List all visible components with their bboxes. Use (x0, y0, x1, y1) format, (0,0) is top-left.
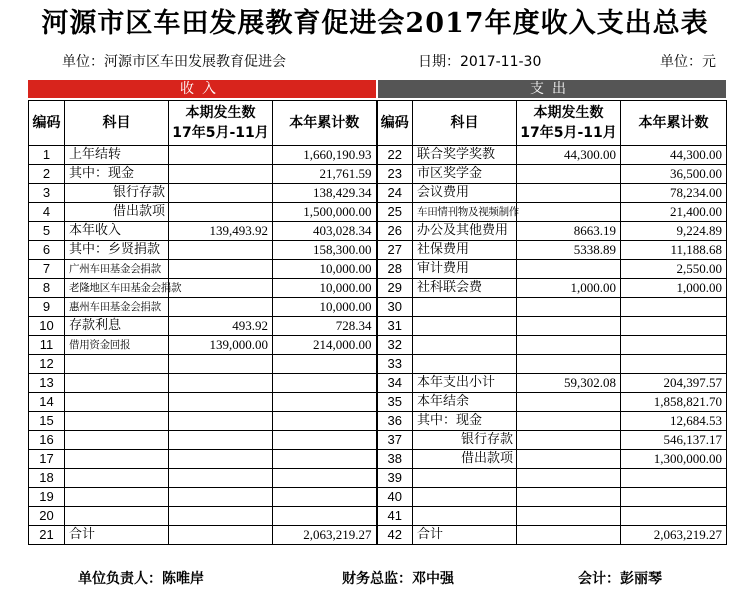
table-row (29, 412, 727, 431)
income-code-cell: 17 (29, 450, 65, 469)
income-period-cell (169, 298, 273, 317)
income-ytd-cell (273, 431, 377, 450)
table-row (29, 431, 727, 450)
table-row (29, 298, 727, 317)
income-period-cell (169, 355, 273, 374)
income-period-cell (169, 241, 273, 260)
table-row (29, 184, 727, 203)
date-label: 日期：2017-11-30 (418, 54, 542, 70)
expense-subject-cell: 银行存款 (413, 431, 517, 450)
table-row (29, 507, 727, 526)
income-ytd-cell (273, 469, 377, 488)
income-subject-cell: 上年结转 (65, 146, 169, 165)
expense-period-cell (517, 526, 621, 545)
income-code-cell: 20 (29, 507, 65, 526)
income-section-header: 收入 (28, 80, 376, 98)
expense-code-cell: 39 (377, 469, 413, 488)
expense-code-cell: 27 (377, 241, 413, 260)
income-code-cell: 12 (29, 355, 65, 374)
income-period-cell (169, 412, 273, 431)
income-ytd-cell: 403,028.34 (273, 222, 377, 241)
expense-code-cell: 22 (377, 146, 413, 165)
expense-period-cell (517, 298, 621, 317)
income-period-cell (169, 260, 273, 279)
expense-period-cell (517, 260, 621, 279)
table-row (29, 374, 727, 393)
income-subject-cell: 老隆地区车田基金会捐款 (65, 279, 169, 298)
expense-period-cell: 8663.19 (517, 222, 621, 241)
income-code-cell: 10 (29, 317, 65, 336)
income-subject-cell: 本年收入 (65, 222, 169, 241)
expense-ytd-cell (621, 336, 727, 355)
expense-ytd-cell: 2,550.00 (621, 260, 727, 279)
expense-code-cell: 31 (377, 317, 413, 336)
income-subject-cell (65, 393, 169, 412)
unit-label: 单位：河源市区车田发展教育促进会 (62, 54, 286, 70)
income-subject-cell: 惠州车田基金会捐款 (65, 298, 169, 317)
income-period-cell (169, 450, 273, 469)
income-period-cell (169, 165, 273, 184)
income-period-cell (169, 203, 273, 222)
ledger-table (28, 100, 727, 545)
income-period-cell (169, 488, 273, 507)
col-ytd-income: 本年累计数 (273, 101, 377, 146)
table-row (29, 222, 727, 241)
income-code-cell: 7 (29, 260, 65, 279)
expense-subject-cell: 审计费用 (413, 260, 517, 279)
header-row (29, 101, 727, 146)
income-subject-cell: 存款利息 (65, 317, 169, 336)
expense-code-cell: 41 (377, 507, 413, 526)
income-period-cell (169, 393, 273, 412)
expense-subject-cell: 其中：现金 (413, 412, 517, 431)
income-code-cell: 21 (29, 526, 65, 545)
expense-subject-cell: 社保费用 (413, 241, 517, 260)
expense-period-cell: 44,300.00 (517, 146, 621, 165)
expense-subject-cell: 市区奖学金 (413, 165, 517, 184)
expense-subject-cell: 本年支出小计 (413, 374, 517, 393)
table-row (29, 279, 727, 298)
table-row (29, 165, 727, 184)
income-ytd-cell: 10,000.00 (273, 279, 377, 298)
income-ytd-cell (273, 450, 377, 469)
footer-leader: 单位负责人：陈唯岸 (78, 571, 204, 587)
income-code-cell: 2 (29, 165, 65, 184)
expense-ytd-cell: 9,224.89 (621, 222, 727, 241)
expense-ytd-cell: 36,500.00 (621, 165, 727, 184)
income-code-cell: 6 (29, 241, 65, 260)
income-ytd-cell: 1,660,190.93 (273, 146, 377, 165)
income-ytd-cell (273, 488, 377, 507)
income-ytd-cell: 214,000.00 (273, 336, 377, 355)
expense-ytd-cell (621, 355, 727, 374)
income-period-cell (169, 279, 273, 298)
income-subject-cell (65, 412, 169, 431)
income-subject-cell (65, 469, 169, 488)
expense-period-cell: 5338.89 (517, 241, 621, 260)
table-row (29, 336, 727, 355)
income-period-cell: 139,493.92 (169, 222, 273, 241)
expense-ytd-cell (621, 488, 727, 507)
expense-subject-cell: 本年结余 (413, 393, 517, 412)
income-ytd-cell (273, 412, 377, 431)
income-code-cell: 14 (29, 393, 65, 412)
income-ytd-cell: 728.34 (273, 317, 377, 336)
expense-ytd-cell: 1,858,821.70 (621, 393, 727, 412)
table-row (29, 260, 727, 279)
income-subject-cell: 银行存款 (65, 184, 169, 203)
table-row (29, 469, 727, 488)
expense-period-cell (517, 355, 621, 374)
expense-code-cell: 33 (377, 355, 413, 374)
income-ytd-cell: 2,063,219.27 (273, 526, 377, 545)
income-code-cell: 9 (29, 298, 65, 317)
income-period-cell: 139,000.00 (169, 336, 273, 355)
expense-subject-cell (413, 355, 517, 374)
income-code-cell: 15 (29, 412, 65, 431)
expense-subject-cell (413, 488, 517, 507)
expense-period-cell (517, 450, 621, 469)
table-row (29, 393, 727, 412)
currency-label: 单位：元 (660, 54, 716, 70)
expense-period-cell (517, 184, 621, 203)
expense-subject-cell: 借出款项 (413, 450, 517, 469)
col-code-income: 编码 (29, 101, 65, 146)
col-ytd-expense: 本年累计数 (621, 101, 727, 146)
income-code-cell: 8 (29, 279, 65, 298)
income-period-cell (169, 526, 273, 545)
expense-code-cell: 35 (377, 393, 413, 412)
expense-subject-cell (413, 469, 517, 488)
col-code-expense: 编码 (377, 101, 413, 146)
expense-period-cell (517, 203, 621, 222)
expense-period-cell (517, 393, 621, 412)
page-title: 河源市区车田发展教育促进会2017年度收入支出总表 (41, 8, 709, 39)
income-ytd-cell: 158,300.00 (273, 241, 377, 260)
income-subject-cell: 借出款项 (65, 203, 169, 222)
income-code-cell: 16 (29, 431, 65, 450)
expense-period-cell (517, 469, 621, 488)
footer-accountant: 会计：彭丽琴 (578, 571, 662, 587)
income-ytd-cell: 1,500,000.00 (273, 203, 377, 222)
expense-code-cell: 26 (377, 222, 413, 241)
income-subject-cell (65, 431, 169, 450)
income-period-cell (169, 507, 273, 526)
expense-ytd-cell: 2,063,219.27 (621, 526, 727, 545)
expense-ytd-cell: 1,300,000.00 (621, 450, 727, 469)
expense-ytd-cell (621, 507, 727, 526)
income-ytd-cell (273, 355, 377, 374)
income-subject-cell (65, 374, 169, 393)
expense-period-cell (517, 488, 621, 507)
expense-ytd-cell: 21,400.00 (621, 203, 727, 222)
expense-subject-cell (413, 507, 517, 526)
income-subject-cell: 借用资金回报 (65, 336, 169, 355)
table-row (29, 241, 727, 260)
income-period-cell (169, 184, 273, 203)
expense-period-cell (517, 165, 621, 184)
expense-code-cell: 36 (377, 412, 413, 431)
income-ytd-cell (273, 393, 377, 412)
income-subject-cell (65, 355, 169, 374)
expense-period-cell: 1,000.00 (517, 279, 621, 298)
income-subject-cell: 其中：现金 (65, 165, 169, 184)
income-subject-cell: 广州车田基金会捐款 (65, 260, 169, 279)
expense-subject-cell: 车田情刊物及视频制作 (413, 203, 517, 222)
table-row (29, 450, 727, 469)
expense-code-cell: 34 (377, 374, 413, 393)
income-ytd-cell: 10,000.00 (273, 298, 377, 317)
income-code-cell: 18 (29, 469, 65, 488)
expense-subject-cell (413, 336, 517, 355)
expense-ytd-cell: 546,137.17 (621, 431, 727, 450)
expense-period-cell (517, 317, 621, 336)
expense-subject-cell (413, 317, 517, 336)
expense-period-cell (517, 507, 621, 526)
expense-code-cell: 30 (377, 298, 413, 317)
expense-code-cell: 25 (377, 203, 413, 222)
expense-code-cell: 38 (377, 450, 413, 469)
income-period-cell (169, 469, 273, 488)
expense-period-cell (517, 336, 621, 355)
income-ytd-cell: 138,429.34 (273, 184, 377, 203)
income-ytd-cell: 21,761.59 (273, 165, 377, 184)
expense-code-cell: 23 (377, 165, 413, 184)
income-subject-cell: 合计 (65, 526, 169, 545)
expense-period-cell (517, 431, 621, 450)
income-code-cell: 1 (29, 146, 65, 165)
expense-subject-cell: 社科联会费 (413, 279, 517, 298)
income-subject-cell (65, 450, 169, 469)
expense-subject-cell: 联合奖学奖教 (413, 146, 517, 165)
expense-subject-cell: 办公及其他费用 (413, 222, 517, 241)
expense-code-cell: 32 (377, 336, 413, 355)
expense-code-cell: 28 (377, 260, 413, 279)
income-period-cell (169, 431, 273, 450)
expense-code-cell: 40 (377, 488, 413, 507)
col-subject-expense: 科目 (413, 101, 517, 146)
income-code-cell: 19 (29, 488, 65, 507)
income-ytd-cell (273, 507, 377, 526)
expense-code-cell: 24 (377, 184, 413, 203)
income-period-cell (169, 374, 273, 393)
table-row (29, 146, 727, 165)
expense-subject-cell: 会议费用 (413, 184, 517, 203)
col-period-expense: 本期发生数 17年5月-11月 (517, 101, 621, 146)
col-period-income: 本期发生数 17年5月-11月 (169, 101, 273, 146)
expense-ytd-cell: 11,188.68 (621, 241, 727, 260)
col-subject-income: 科目 (65, 101, 169, 146)
expense-period-cell: 59,302.08 (517, 374, 621, 393)
expense-ytd-cell (621, 298, 727, 317)
expense-ytd-cell: 204,397.57 (621, 374, 727, 393)
income-period-cell (169, 146, 273, 165)
income-subject-cell (65, 488, 169, 507)
expense-section-header: 支出 (378, 80, 726, 98)
table-row (29, 355, 727, 374)
table-row (29, 488, 727, 507)
expense-period-cell (517, 412, 621, 431)
expense-ytd-cell: 12,684.53 (621, 412, 727, 431)
income-subject-cell (65, 507, 169, 526)
expense-subject-cell (413, 298, 517, 317)
table-row (29, 203, 727, 222)
expense-ytd-cell: 78,234.00 (621, 184, 727, 203)
expense-ytd-cell (621, 317, 727, 336)
expense-ytd-cell: 44,300.00 (621, 146, 727, 165)
table-row (29, 526, 727, 545)
footer-finance: 财务总监：邓中强 (342, 571, 454, 587)
income-code-cell: 5 (29, 222, 65, 241)
income-ytd-cell: 10,000.00 (273, 260, 377, 279)
income-subject-cell: 其中：乡贤捐款 (65, 241, 169, 260)
expense-code-cell: 29 (377, 279, 413, 298)
expense-ytd-cell (621, 469, 727, 488)
expense-subject-cell: 合计 (413, 526, 517, 545)
expense-code-cell: 42 (377, 526, 413, 545)
expense-ytd-cell: 1,000.00 (621, 279, 727, 298)
income-code-cell: 4 (29, 203, 65, 222)
table-row (29, 317, 727, 336)
income-code-cell: 3 (29, 184, 65, 203)
income-ytd-cell (273, 374, 377, 393)
income-period-cell: 493.92 (169, 317, 273, 336)
expense-code-cell: 37 (377, 431, 413, 450)
income-code-cell: 13 (29, 374, 65, 393)
income-code-cell: 11 (29, 336, 65, 355)
